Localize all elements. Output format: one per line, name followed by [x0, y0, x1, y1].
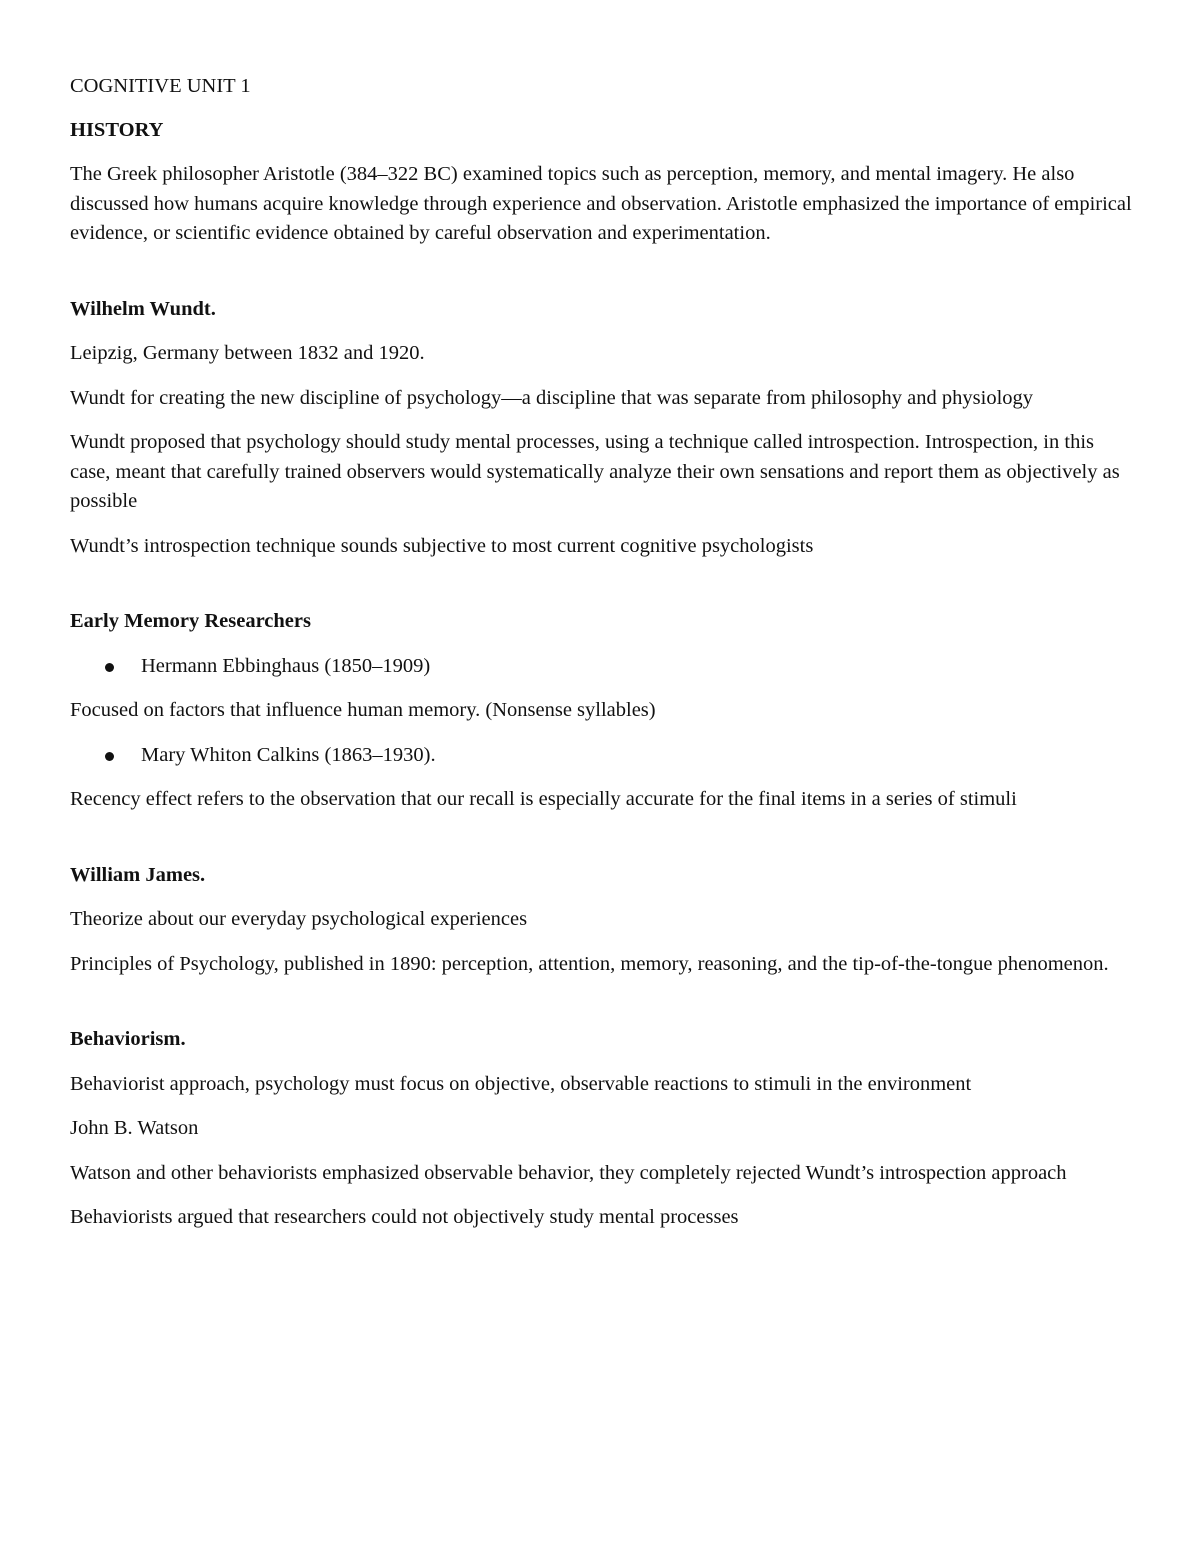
james-paragraph: Principles of Psychology, published in 1890: perception, attention, memory, reasoning, and the tip-of-the-tongue phenomenon. [70, 952, 1109, 975]
bullet-text: Hermann Ebbinghaus (1850–1909) [141, 654, 431, 677]
james-paragraph: Theorize about our everyday psychological experiences [70, 908, 528, 930]
bullet-text: Mary Whiton Calkins (1863–1930). [141, 743, 436, 766]
bullet-dot-icon [105, 752, 114, 761]
behaviorism-paragraph: Behaviorist approach, psychology must focus on objective, observable reactions to stimuli in the environment [70, 1072, 972, 1095]
wundt-paragraph: Wundt for creating the new discipline of psychology—a discipline that was separate from philosophy and physiology [70, 386, 1034, 409]
behaviorism-paragraph: John B. Watson [70, 1117, 199, 1139]
bullet-item-ebbinghaus [70, 652, 1135, 682]
document-title: COGNITIVE UNIT 1 [70, 75, 251, 97]
bullet-list [70, 741, 1135, 771]
section-heading-behaviorism: Behaviorism. [70, 1028, 186, 1050]
wundt-paragraph: Wundt’s introspection technique sounds subjective to most current cognitive psychologists [70, 534, 814, 557]
wundt-paragraph: Wundt proposed that psychology should study mental processes, using a technique called introspection. Introspection, in this case, meant that carefully trained observers would systematically analyze their own sensations and report them as objectively as possible [70, 431, 1120, 512]
wundt-paragraph: Leipzig, Germany between 1832 and 1920. [70, 342, 425, 364]
section-spacer [70, 264, 1135, 295]
section-heading-james: William James. [70, 863, 206, 886]
section-spacer [70, 830, 1135, 861]
behaviorism-paragraph: Behaviorists argued that researchers could not objectively study mental processes [70, 1206, 739, 1228]
section-heading-wundt: Wilhelm Wundt. [70, 297, 216, 320]
section-heading-history: HISTORY [70, 118, 164, 141]
bullet-list [70, 652, 1135, 682]
section-spacer [70, 994, 1135, 1025]
history-paragraph: The Greek philosopher Aristotle (384–322 BC) examined topics such as perception, memory, and mental imagery. He also discussed how humans acquire knowledge through experience and observation. Aristotle emphasized the importance of empirical evidence, or scientific evidence obtained by careful observation and experimentation. [70, 163, 1132, 244]
bullet-item-calkins [70, 741, 1135, 771]
section-spacer [70, 576, 1135, 607]
section-heading-memory: Early Memory Researchers [70, 610, 311, 632]
memory-paragraph: Recency effect refers to the observation that our recall is especially accurate for the final items in a series of stimuli [70, 788, 1017, 810]
document-page [70, 72, 1135, 1248]
behaviorism-paragraph: Watson and other behaviorists emphasized observable behavior, they completely rejected Wundt’s introspection approach [70, 1161, 1067, 1184]
bullet-dot-icon [105, 663, 114, 672]
memory-paragraph: Focused on factors that influence human memory. (Nonsense syllables) [70, 699, 656, 721]
